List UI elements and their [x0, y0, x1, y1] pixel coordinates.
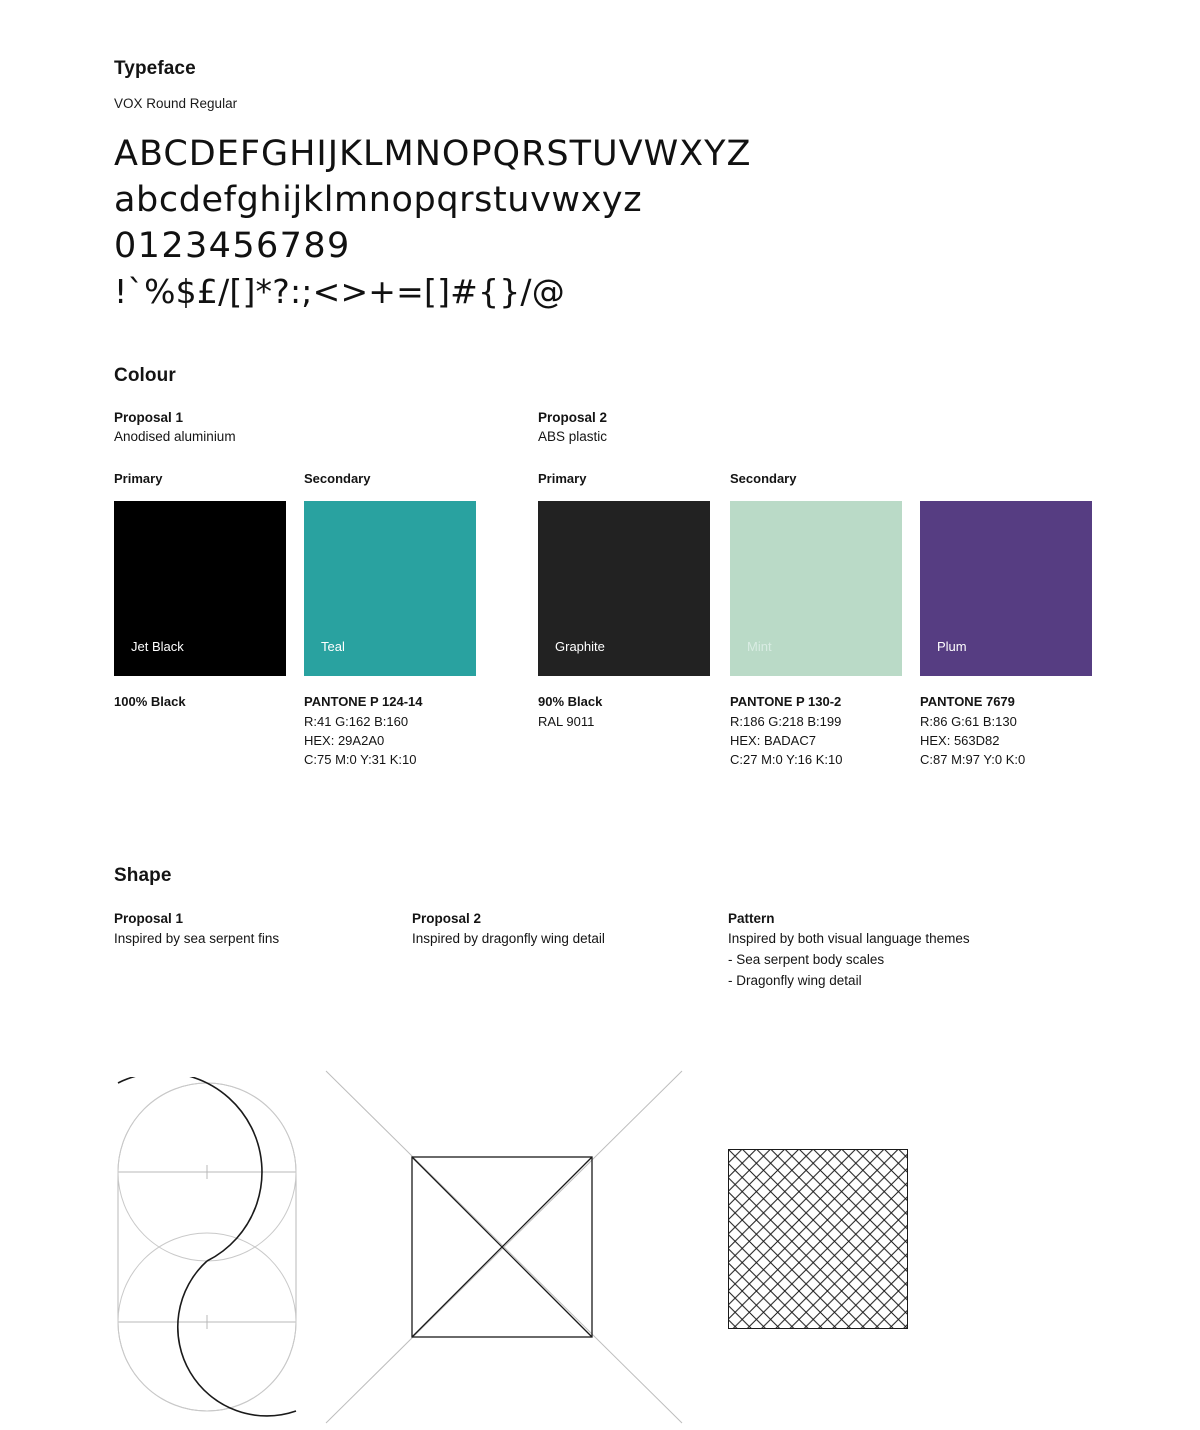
label-primary-proposal-2: Primary: [538, 471, 587, 486]
colour-section-title: Colour: [114, 365, 176, 386]
shape-pattern-bullet-2: - Dragonfly wing detail: [728, 973, 862, 988]
spec-mint: [730, 694, 940, 769]
spec-mint-cmyk: C:27 M:0 Y:16 K:10: [730, 752, 843, 767]
swatch-graphite-label: Graphite: [555, 639, 605, 654]
spec-plum-rgb: R:86 G:61 B:130: [920, 714, 1017, 729]
typeface-section-title: Typeface: [114, 58, 196, 79]
spec-graphite-title: 90% Black: [538, 694, 603, 709]
label-secondary-proposal-1: Secondary: [304, 471, 371, 486]
shape-section-title: Shape: [114, 865, 172, 886]
colour-proposal-headings: [114, 409, 1114, 449]
spec-teal-rgb: R:41 G:162 B:160: [304, 714, 409, 729]
colour-swatch-row: [114, 501, 1114, 676]
typeface-specimen-digits: 0123456789: [114, 226, 351, 266]
shape-pattern-heading: [728, 909, 1088, 991]
colour-spec-row: [114, 694, 1114, 804]
colour-proposal-2-heading: [538, 409, 607, 446]
shape-pattern-desc: Inspired by both visual language themes: [728, 931, 970, 946]
swatch-mint: [730, 501, 902, 676]
spec-mint-rgb: R:186 G:218 B:199: [730, 714, 842, 729]
swatch-graphite: [538, 501, 710, 676]
shape-figures: [114, 989, 1134, 1379]
colour-proposal-1-material: Anodised aluminium: [114, 429, 236, 444]
spec-plum-title: PANTONE 7679: [920, 694, 1015, 709]
shape-pattern-bullet-1: - Sea serpent body scales: [728, 952, 885, 967]
swatch-plum: [920, 501, 1092, 676]
spec-teal-cmyk: C:75 M:0 Y:31 K:10: [304, 752, 417, 767]
spec-teal-hex: HEX: 29A2A0: [304, 733, 385, 748]
spec-graphite-ral: RAL 9011: [538, 714, 595, 729]
shape-proposal-2-desc: Inspired by dragonfly wing detail: [412, 931, 605, 946]
label-primary-proposal-1: Primary: [114, 471, 163, 486]
spec-jet-black-title: 100% Black: [114, 694, 186, 709]
colour-section: [114, 365, 1114, 804]
shape-proposal-1-desc: Inspired by sea serpent fins: [114, 931, 280, 946]
shape-proposal-2-heading: [412, 909, 742, 949]
shape-proposal-1-title: Proposal 1: [114, 911, 184, 926]
label-secondary-proposal-2: Secondary: [730, 471, 797, 486]
shape-pattern-title: Pattern: [728, 911, 775, 926]
typeface-specimen-symbols: !`%$£/[]*?:;<>+=[]#{}/@: [114, 272, 565, 311]
typeface-font-name: VOX Round Regular: [114, 96, 238, 111]
spec-plum: [920, 694, 1130, 769]
spec-mint-hex: HEX: BADAC7: [730, 733, 816, 748]
spec-plum-cmyk: C:87 M:97 Y:0 K:0: [920, 752, 1026, 767]
shape-proposal-1-heading: [114, 909, 444, 949]
spec-jet-black: [114, 694, 324, 712]
spec-graphite: [538, 694, 748, 731]
swatch-jet-black-label: Jet Black: [131, 639, 184, 654]
colour-proposal-2-material: ABS plastic: [538, 429, 608, 444]
spec-plum-hex: HEX: 563D82: [920, 733, 1000, 748]
shape-section: [114, 865, 1134, 1379]
swatch-teal: [304, 501, 476, 676]
swatch-mint-label: Mint: [747, 639, 772, 654]
shape-figure-pattern: [728, 1149, 908, 1334]
swatch-plum-label: Plum: [937, 639, 967, 654]
shape-column-headings: [114, 909, 1134, 989]
crosshatch-pattern-diagram: [728, 1149, 908, 1329]
colour-proposal-1-heading: [114, 409, 236, 446]
swatch-teal-label: Teal: [321, 639, 345, 654]
spec-teal: [304, 694, 514, 769]
spec-mint-title: PANTONE P 130-2: [730, 694, 842, 709]
shape-figure-sea-serpent-fins: [112, 1077, 322, 1422]
swatch-jet-black: [114, 501, 286, 676]
colour-proposal-1-title: Proposal 1: [114, 410, 184, 425]
sea-serpent-fins-diagram: [112, 1077, 322, 1417]
typeface-section: [114, 58, 1014, 317]
shape-figure-dragonfly-wing: [324, 1069, 684, 1430]
typeface-specimen-uppercase: ABCDEFGHIJKLMNOPQRSTUVWXYZ: [114, 134, 752, 174]
shape-proposal-2-title: Proposal 2: [412, 911, 482, 926]
colour-proposal-2-title: Proposal 2: [538, 410, 608, 425]
dragonfly-wing-diagram: [324, 1069, 684, 1425]
colour-swatch-labels: [114, 471, 1114, 493]
typeface-specimen-lowercase: abcdefghijklmnopqrstuvwxyz: [114, 180, 643, 220]
spec-teal-title: PANTONE P 124-14: [304, 694, 423, 709]
